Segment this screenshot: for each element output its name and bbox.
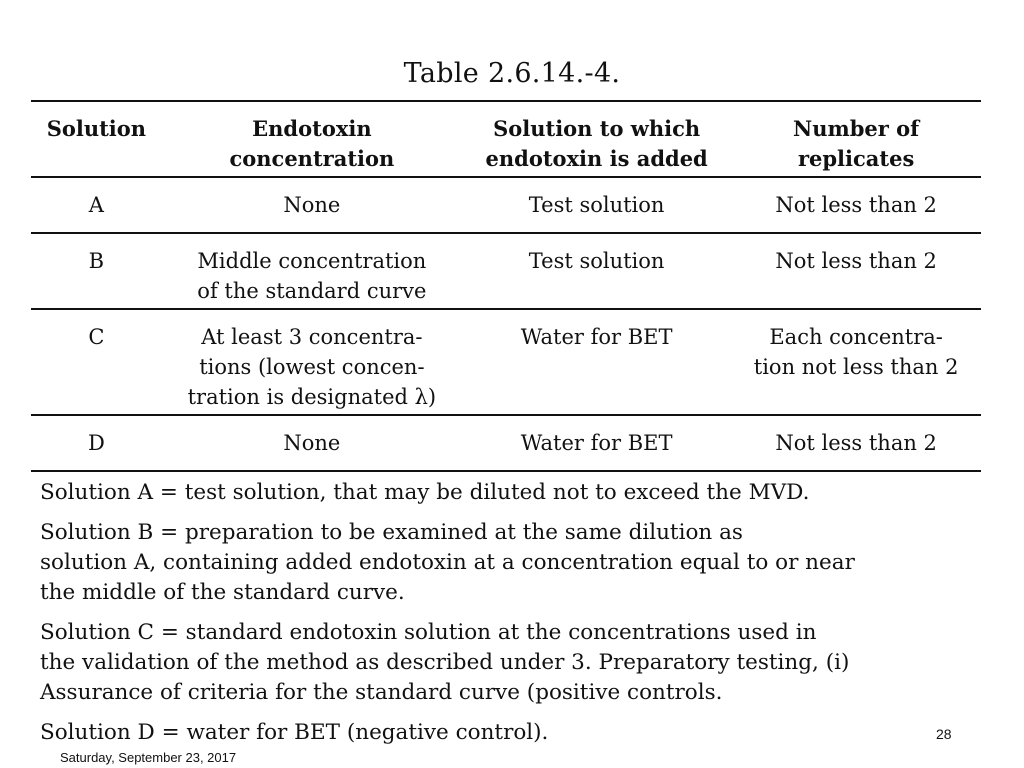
header-solution: Solution	[31, 101, 162, 177]
cell-endotoxin: Middle concentration of the standard curve	[162, 233, 462, 309]
header-number-of-replicates: Number of replicates	[731, 101, 981, 177]
footer-date: Saturday, September 23, 2017	[60, 750, 237, 765]
header-solution-added-to: Solution to which endotoxin is added	[462, 101, 731, 177]
cell-endotoxin: None	[162, 415, 462, 471]
cell-endotoxin: At least 3 concentra- tions (lowest concen- tration is designated λ)	[162, 309, 462, 415]
table-header-row	[31, 101, 981, 177]
cell-replicates: Not less than 2	[731, 177, 981, 233]
page-number: 28	[936, 726, 952, 742]
cell-added-to: Water for BET	[462, 415, 731, 471]
endotoxin-table	[31, 100, 981, 472]
cell-replicates: Not less than 2	[731, 233, 981, 309]
cell-added-to: Test solution	[462, 177, 731, 233]
cell-solution: C	[31, 309, 162, 415]
cell-added-to: Water for BET	[462, 309, 731, 415]
cell-replicates: Each concentra- tion not less than 2	[731, 309, 981, 415]
table-row	[31, 415, 981, 471]
cell-solution: B	[31, 233, 162, 309]
header-endotoxin-concentration: Endotoxin concentration	[162, 101, 462, 177]
table-title: Table 2.6.14.-4.	[403, 58, 621, 89]
table-row	[31, 309, 981, 415]
cell-replicates: Not less than 2	[731, 415, 981, 471]
table-row	[31, 177, 981, 233]
note-solution-a: Solution A = test solution, that may be diluted not to exceed the MVD.	[40, 480, 810, 505]
note-solution-b: Solution B = preparation to be examined at the same dilution as solution A, containing added endotoxin at a concentration equal to or near the middle of the standard curve.	[40, 520, 855, 605]
note-solution-c: Solution C = standard endotoxin solution at the concentrations used in the validation of the method as described under 3. Preparatory testing, (i) Assurance of criteria for the standard curve (positive controls.	[40, 620, 850, 705]
note-solution-d: Solution D = water for BET (negative control).	[40, 720, 549, 745]
cell-solution: D	[31, 415, 162, 471]
cell-solution: A	[31, 177, 162, 233]
cell-added-to: Test solution	[462, 233, 731, 309]
table-row	[31, 233, 981, 309]
cell-endotoxin: None	[162, 177, 462, 233]
table-notes	[40, 478, 990, 758]
